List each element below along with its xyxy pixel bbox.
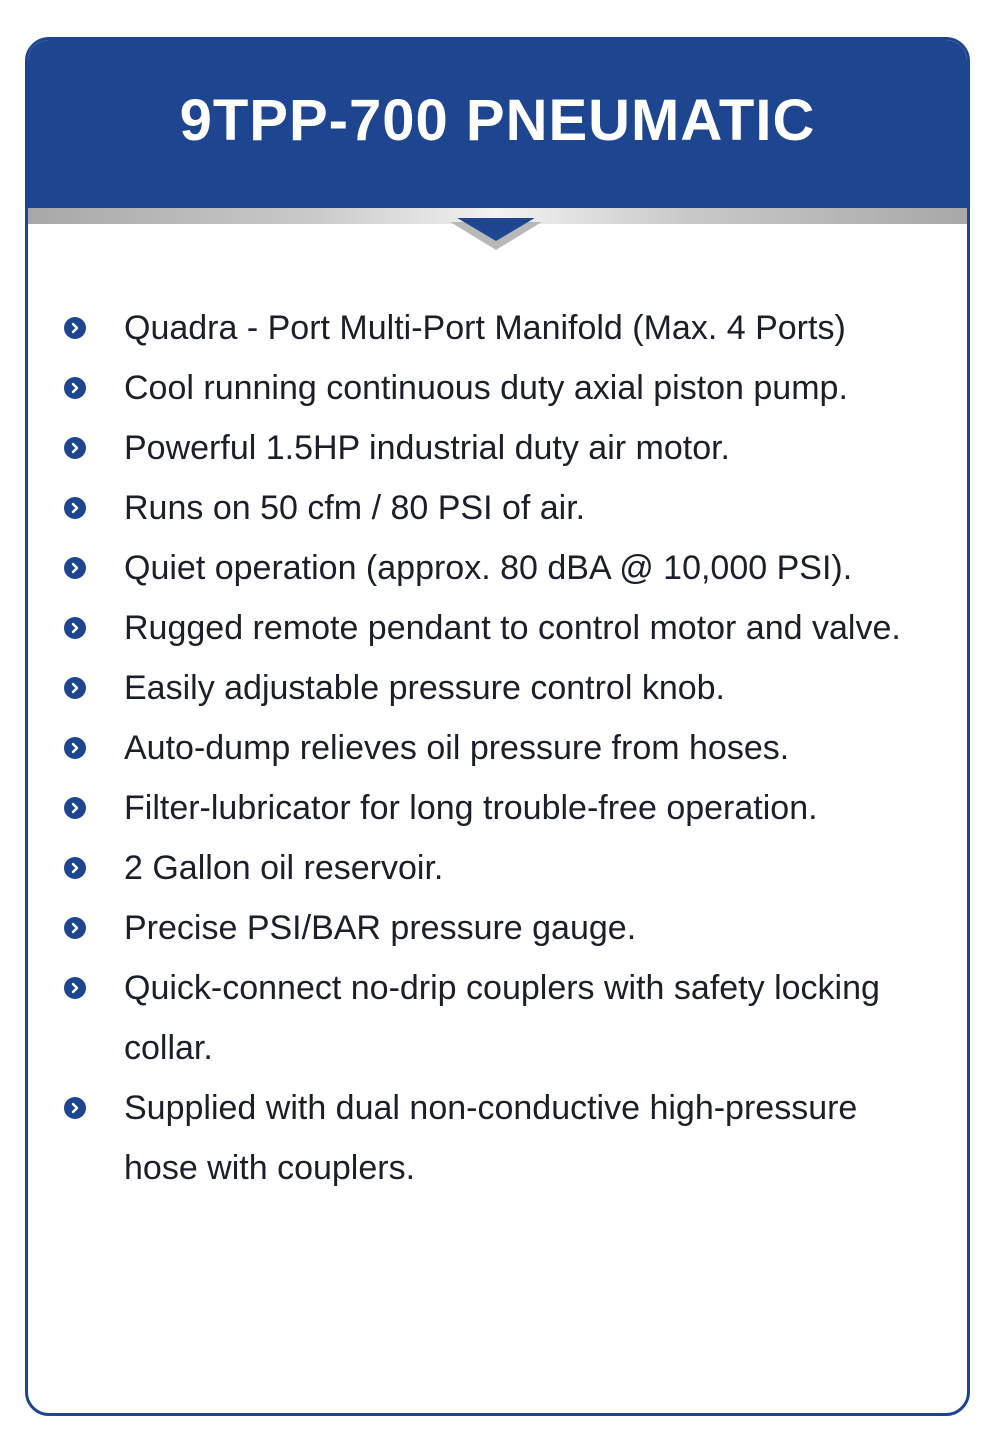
chevron-right-circle-icon (64, 617, 86, 639)
card-header (28, 40, 967, 211)
feature-text: Filter-lubricator for long trouble-free operation. (124, 789, 818, 827)
chevron-right-circle-icon (64, 917, 86, 939)
feature-list (28, 298, 967, 1198)
feature-item (28, 838, 967, 898)
feature-text: Quick-connect no-drip couplers with safety locking collar. (124, 969, 880, 1067)
chevron-right-circle-icon (64, 437, 86, 459)
feature-item (28, 718, 967, 778)
feature-text: Runs on 50 cfm / 80 PSI of air. (124, 489, 586, 527)
feature-item (28, 358, 967, 418)
feature-item (28, 298, 967, 358)
feature-item (28, 598, 967, 658)
feature-text: Powerful 1.5HP industrial duty air motor. (124, 429, 730, 467)
feature-item (28, 538, 967, 598)
chevron-right-circle-icon (64, 797, 86, 819)
feature-item (28, 778, 967, 838)
feature-text: Easily adjustable pressure control knob. (124, 669, 725, 707)
feature-text: Quadra - Port Multi-Port Manifold (Max. 4 Ports) (124, 309, 846, 347)
chevron-right-circle-icon (64, 317, 86, 339)
feature-item (28, 1078, 967, 1198)
feature-item (28, 478, 967, 538)
feature-text: 2 Gallon oil reservoir. (124, 849, 444, 887)
feature-text: Precise PSI/BAR pressure gauge. (124, 909, 637, 947)
spec-card (25, 37, 970, 1416)
chevron-right-circle-icon (64, 1097, 86, 1119)
chevron-right-circle-icon (64, 977, 86, 999)
feature-item (28, 418, 967, 478)
chevron-right-circle-icon (64, 377, 86, 399)
chevron-right-circle-icon (64, 737, 86, 759)
feature-text: Quiet operation (approx. 80 dBA @ 10,000 PSI). (124, 549, 853, 587)
chevron-right-circle-icon (64, 497, 86, 519)
feature-text: Rugged remote pendant to control motor and valve. (124, 609, 901, 647)
feature-text: Cool running continuous duty axial piston pump. (124, 369, 848, 407)
feature-item (28, 898, 967, 958)
chevron-right-circle-icon (64, 857, 86, 879)
feature-text: Auto-dump relieves oil pressure from hoses. (124, 729, 790, 767)
card-title: 9TPP-700 PNEUMATIC (179, 88, 816, 153)
chevron-right-circle-icon (64, 557, 86, 579)
chevron-right-circle-icon (64, 677, 86, 699)
header-divider (28, 208, 967, 258)
feature-item (28, 658, 967, 718)
feature-text: Supplied with dual non-conductive high-pressure hose with couplers. (124, 1089, 858, 1187)
feature-item (28, 958, 967, 1078)
